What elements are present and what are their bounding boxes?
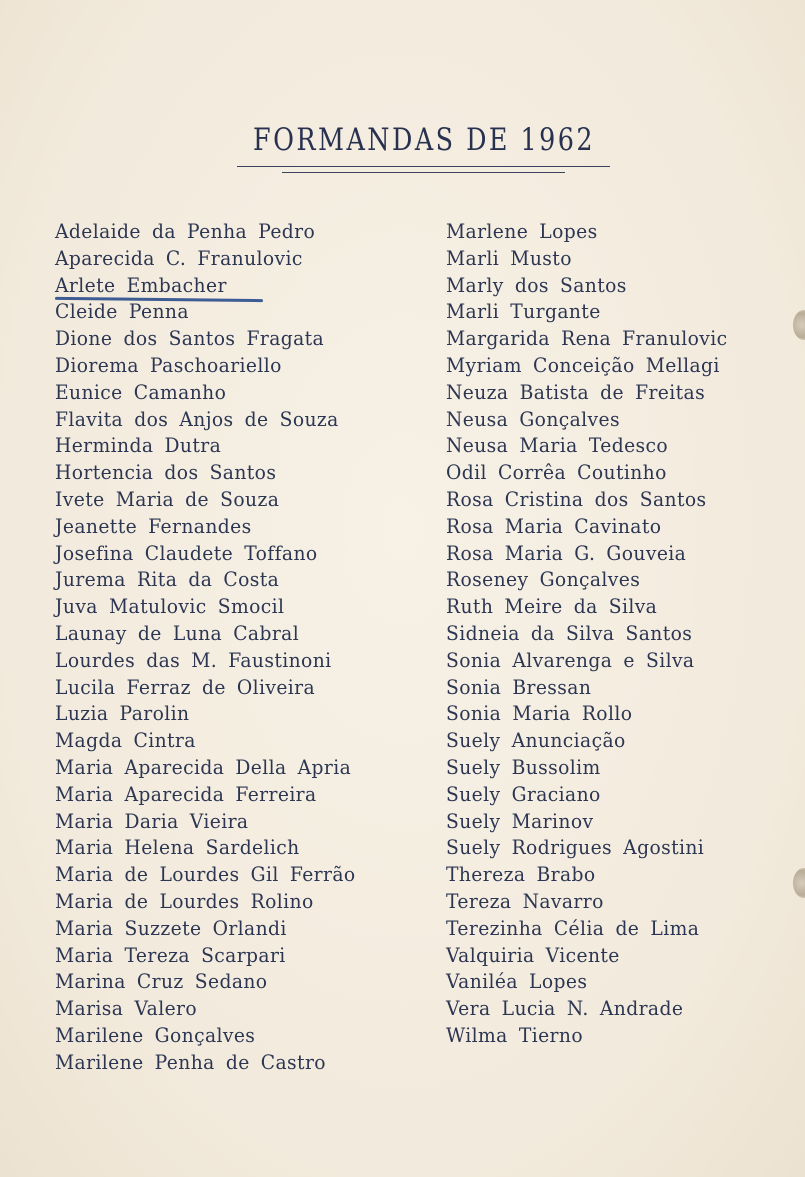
list-item: Eunice Camanho (55, 380, 227, 404)
list-item: Marilene Penha de Castro (55, 1050, 326, 1074)
list-item: Wilma Tierno (446, 1023, 583, 1047)
list-item: Terezinha Célia de Lima (446, 916, 700, 940)
list-item: Juva Matulovic Smocil (55, 595, 285, 619)
list-item: Rosa Maria G. Gouveia (446, 541, 687, 565)
list-item: Thereza Brabo (446, 863, 596, 887)
list-item: Maria de Lourdes Gil Ferrão (55, 863, 356, 887)
list-item: Ruth Meire da Silva (446, 595, 658, 619)
list-item: Maria Aparecida Della Apria (55, 755, 352, 779)
list-item: Roseney Gonçalves (446, 568, 641, 592)
list-item: Dione dos Santos Fragata (55, 327, 325, 351)
list-item: Ivete Maria de Souza (55, 487, 280, 511)
list-item: Suely Anunciação (446, 729, 626, 753)
binder-hole-bottom (793, 868, 805, 898)
list-item: Vaniléa Lopes (446, 970, 588, 994)
page-title: FORMANDAS DE 1962 (252, 122, 596, 158)
list-item: Valquiria Vicente (446, 943, 620, 967)
list-item: Maria Suzzete Orlandi (55, 916, 287, 940)
list-item: Suely Marinov (446, 809, 594, 833)
list-item: Suely Bussolim (446, 755, 601, 779)
list-item: Marilene Gonçalves (55, 1023, 256, 1047)
list-item: Marina Cruz Sedano (55, 970, 268, 994)
list-item: Neusa Gonçalves (446, 407, 620, 431)
list-item: Herminda Dutra (55, 434, 222, 458)
list-item: Marli Turgante (446, 300, 601, 324)
list-item: Diorema Paschoariello (55, 353, 282, 377)
list-item: Launay de Luna Cabral (55, 621, 300, 645)
list-item: Suely Rodrigues Agostini (446, 836, 705, 860)
list-item: Jurema Rita da Costa (55, 568, 280, 592)
list-item: Magda Cintra (55, 729, 196, 753)
list-item: Rosa Cristina dos Santos (446, 487, 707, 511)
list-item: Sonia Bressan (446, 675, 592, 699)
list-item: Marly dos Santos (446, 273, 627, 297)
list-item: Maria Daria Vieira (55, 809, 249, 833)
list-item: Maria de Lourdes Rolino (55, 889, 314, 913)
title-rule-bottom (282, 172, 565, 173)
list-item: Flavita dos Anjos de Souza (55, 407, 339, 431)
list-item: Maria Helena Sardelich (55, 836, 300, 860)
list-item: Suely Graciano (446, 782, 601, 806)
list-item: Marlene Lopes (446, 220, 598, 243)
list-item: Odil Corrêa Coutinho (446, 461, 667, 485)
list-item: Maria Aparecida Ferreira (55, 782, 317, 806)
names-list-left (55, 219, 368, 1077)
list-item: Tereza Navarro (446, 889, 604, 913)
list-item: Neuza Batista de Freitas (446, 380, 706, 404)
list-item: Sonia Alvarenga e Silva (446, 648, 695, 672)
list-item: Lucila Ferraz de Oliveira (55, 675, 316, 699)
list-item: Sidneia da Silva Santos (446, 621, 693, 645)
binder-hole-top (793, 310, 805, 340)
list-item: Margarida Rena Franulovic (446, 327, 728, 351)
list-item: Vera Lucia N. Andrade (446, 997, 684, 1021)
list-item: Rosa Maria Cavinato (446, 514, 662, 538)
names-list-right (446, 219, 739, 1050)
list-item: Myriam Conceição Mellagi (446, 353, 720, 377)
list-item: Marli Musto (446, 246, 572, 270)
list-item: Adelaide da Penha Pedro (55, 220, 316, 243)
list-item: Aparecida C. Franulovic (55, 246, 303, 270)
list-item: Sonia Maria Rollo (446, 702, 633, 726)
list-item: Arlete Embacher (55, 273, 227, 297)
list-item: Hortencia dos Santos (55, 461, 277, 485)
list-item: Lourdes das M. Faustinoni (55, 648, 332, 672)
list-item: Cleide Penna (55, 300, 189, 324)
list-item: Marisa Valero (55, 997, 198, 1021)
list-item: Neusa Maria Tedesco (446, 434, 669, 458)
list-item: Luzia Parolin (55, 702, 190, 726)
title-rule-top (237, 166, 610, 167)
list-item: Maria Tereza Scarpari (55, 943, 286, 967)
list-item: Jeanette Fernandes (55, 514, 252, 538)
list-item: Josefina Claudete Toffano (55, 541, 318, 565)
